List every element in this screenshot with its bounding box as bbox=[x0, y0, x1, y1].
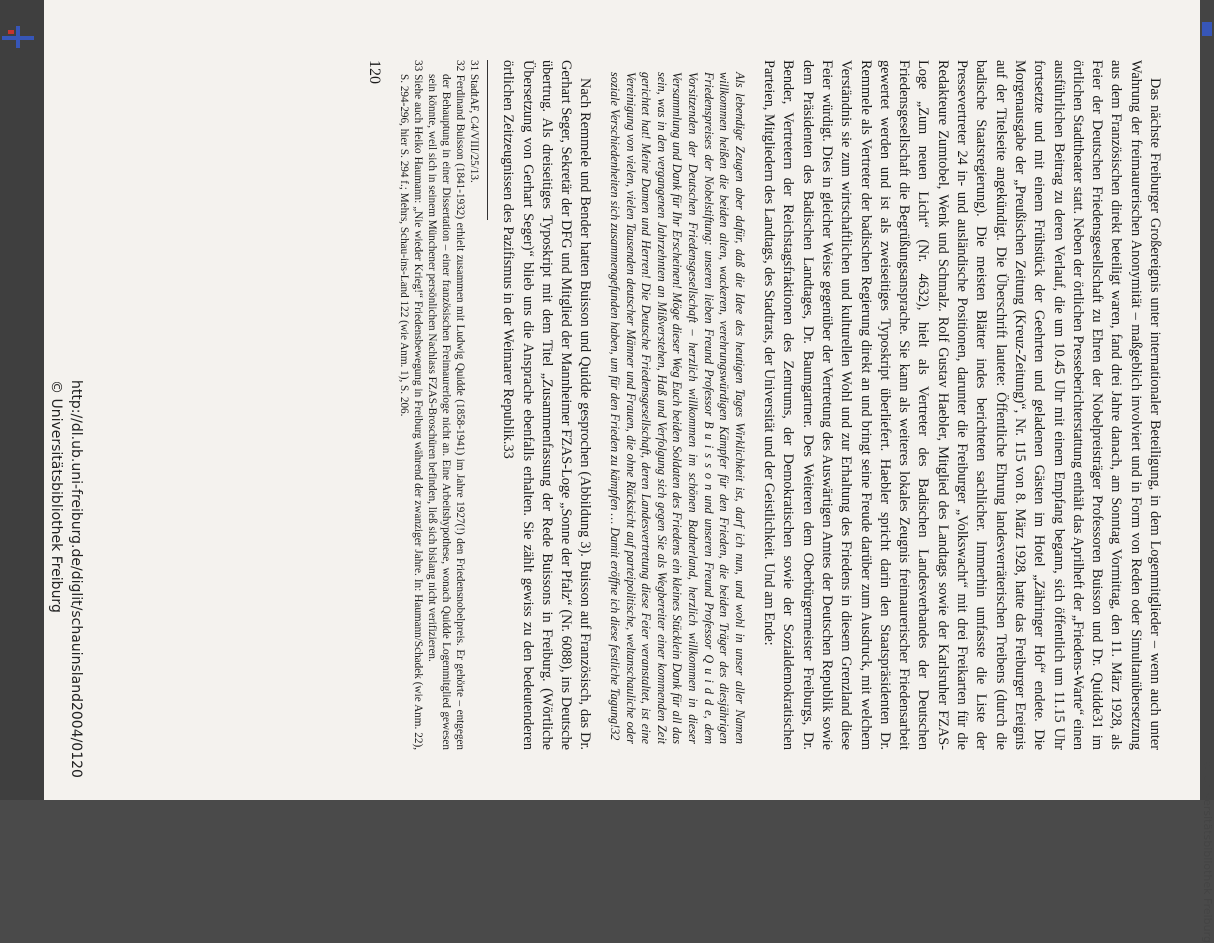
page-number: 120 bbox=[365, 60, 383, 84]
source-url[interactable]: http://dl.ub.uni-freiburg.de/diglit/schauinsland2004/0120 bbox=[68, 380, 84, 778]
main-paragraph: Das nächste Freiburger Großereignis unter internationaler Beteiligung, in dem Logenmitglieder – wenn auch unter Wahrung der freimaurerischen Anonymität – maßgeblich involviert und in Form von Reden oder Simultanübersetzung aus dem Französischen direkt beteiligt waren, fand drei Jahre danach, am Sonntag Vormittag, den 11. März 1928, als Feier der Deutschen Friedensgesellschaft zu Ehren der Nobelpreisträger Professoren Buisson und Dr. Quidde31 im örtlichen Stadttheater statt. Neben der örtlichen Presseberichterstattung enthält das Aprilheft der „Friedens-Warte“ einen ausführlichen Beitrag zu deren Verlauf, die um 10.45 Uhr mit einem Empfang begann, sich öffentlich um 11.15 Uhr fortsetzte und mit einem Frühstück der Geehrten und geladenen Gästen im Hotel „Zähringer Hof“ endete. Die Morgenausgabe der „Preußischen Zeitung (Kreuz-Zeitung)“, Nr. 115 von 8. März 1928, hatte das Freiburger Ereignis auf der Titelseite angekündigt. Die Überschrift lautete: Öffentliche Ehrung landesverräterischen Treibens (durch die badische Staatsregierung). Die meisten Blätter indes berichteten sachlicher. Immerhin umfasste die Liste der Pressevertreter 24 in- und ausländische Positionen, darunter die Freiburger „Volkswacht“ mit drei Freikarten für die Redakteure Zumtobel, Wenk und Schmalz. Rolf Gustav Haebler, Mitglied des Landtags sowie der Karlsruher FZAS-Loge „Zum neuen Licht“ (Nr. 4632), hielt als Vertreter des Badischen Landesverbandes der Deutschen Friedensgesellschaft die Begrüßungsansprache. Sie kann als weiteres lokales Zeugnis freimaurerischer Friedensarbeit gewertet werden und ist als zweiseitiges Typoskript überliefert. Haebler spricht darin den Staatspräsidenten Dr. Remmele als Vertreter der badischen Regierung direkt an und bringt seine Freude darüber zum Ausdruck, mit welchem Verständnis sie zum wirtschaftlichen und kulturellen Wohl und zur Erhaltung des Friedens in diesem Grenzland diese Feier würdigt. Dies in gleicher Weise gegenüber der Vertretung des Auswärtigen Amtes der Deutschen Republik sowie dem Präsidenten des Badischen Landtages, Dr. Baumgartner. Des Weiteren dem Oberbürgermeister Freiburgs, Dr. Bender, Vertretern der Reichstagsfraktionen des Zentrums, der Demokratischen sowie der Sozialdemokratischen Parteien, Mitgliedern des Landtags, des Stadtrats, der Universität und der Geistlichkeit. Und am Ende: bbox=[761, 60, 1163, 750]
block-quote: Als lebendige Zeugen aber dafür, daß die Idee des heutigen Tages Wirklichkeit ist, darf ich nun, und wohl in unser aller Namen willkommen heißen die beiden alten, wackeren, verehrungswürdigen Kämpfer für den Frieden, die beiden Träger des diesjährigen Friedenspreises der Nobelstiftung: unseren lieben Freund Professor B u i s s o n und unseren Freund Professor Q u i d d e, dem Vorsitzenden der Deutschen Friedensgesellschaft – herzlich willkommen im schönen Badnerland, herzlich willkommen in dieser Versammlung und Dank für Ihr Erscheinen! Möge dieser Weg Euch beiden Soldaten des Friedens ein kleines Stücklein Dank für all das sein, was in den vergangenen Jahrzehnten an Mißverstehen, Haß und Verfolgung sich gegen Sie als Wegbereiter einer kommenden Zeit gerichtet hat! Meine Damen und Herren! Die Deutsche Friedensgesellschaft, deren Landesvertretung diese Feier veranstaltet, ist eine Vereinigung von vielen, vielen Tausenden deutscher Männer und Frauen, die ohne Rücksicht auf parteipolitische, weltanschauliche oder soziale Verschiedenheiten sich zusammengefunden haben, um für den Frieden zu kämpfen … Damit eröffne ich diese festliche Tagung!32 bbox=[608, 72, 747, 744]
paragraph-after-quote: Nach Remmele und Bender hatten Buisson und Quidde gesprochen (Abbildung 3). Buisson auf Französisch, das Dr. Gerhart Seger, Sekretär der DFG und Mitglied der Mannheimer FZAS-Loge „Sonne der Pfalz“ (Nr. 6088), ins Deutsche übertrug. Als dreiseitiges Typoskript mit dem Titel „Zusammenfassung der Rede Buissons in Freiburg. (Wörtliche Übersetzung von Gerhart Seger)“ blieb uns die Ansprache ebenfalls erhalten. Sie zählt gewiss zu den bedeutenderen örtlichen Zeitzeugnissen des Pazifismus in der Weimarer Republik.33 bbox=[500, 60, 594, 750]
library-logo-icon bbox=[1202, 22, 1212, 36]
text-column bbox=[365, 60, 1164, 750]
copyright-stamp-right: © Universitätsbibliothek Freiburg bbox=[1201, 760, 1214, 943]
viewer-right-margin bbox=[1200, 0, 1214, 800]
viewer-left-margin bbox=[0, 0, 44, 800]
library-logo-icon bbox=[2, 26, 34, 48]
scanned-page bbox=[44, 0, 1200, 800]
footnote-rule bbox=[487, 60, 488, 220]
rotated-page-content bbox=[44, 0, 1200, 800]
footnote-31: 31 StadtAF, C4/VIII/25/13. bbox=[467, 60, 480, 183]
copyright-line: © Universitätsbibliothek Freiburg bbox=[48, 380, 64, 613]
footnote-32: 32 Ferdinand Buisson (1841-1932) erhielt zusammen mit Ludwig Quidde (1858-1941) im Jahre 1927(!) den Friedensnobelpreis. Er gehörte – entgegen der Behauptung in einer Dissertation – einer französischen Freimaurerloge nicht an. Eine Arbeitshypothese, wonach Quidde Logenmitglied gewesen sein könnte, weil sich in seinem Münchener persönlichen Nachlass FZAS-Broschüren befinden, ließ sich bislang nicht verifizieren. bbox=[425, 60, 466, 750]
footnote-33: 33 Siehe auch Heiko Haumann: „Nie wieder Krieg!“ Friedensbewegung in Freiburg während der zwanziger Jahre. In: Haumann/Schadek (wie Anm. 22), S. 294-296, hier S. 294 f.; Mehrs, Schau-ins-Land 122 (wie Anm. 1), S. 206. bbox=[397, 60, 424, 750]
source-url-stamp bbox=[44, 380, 86, 800]
